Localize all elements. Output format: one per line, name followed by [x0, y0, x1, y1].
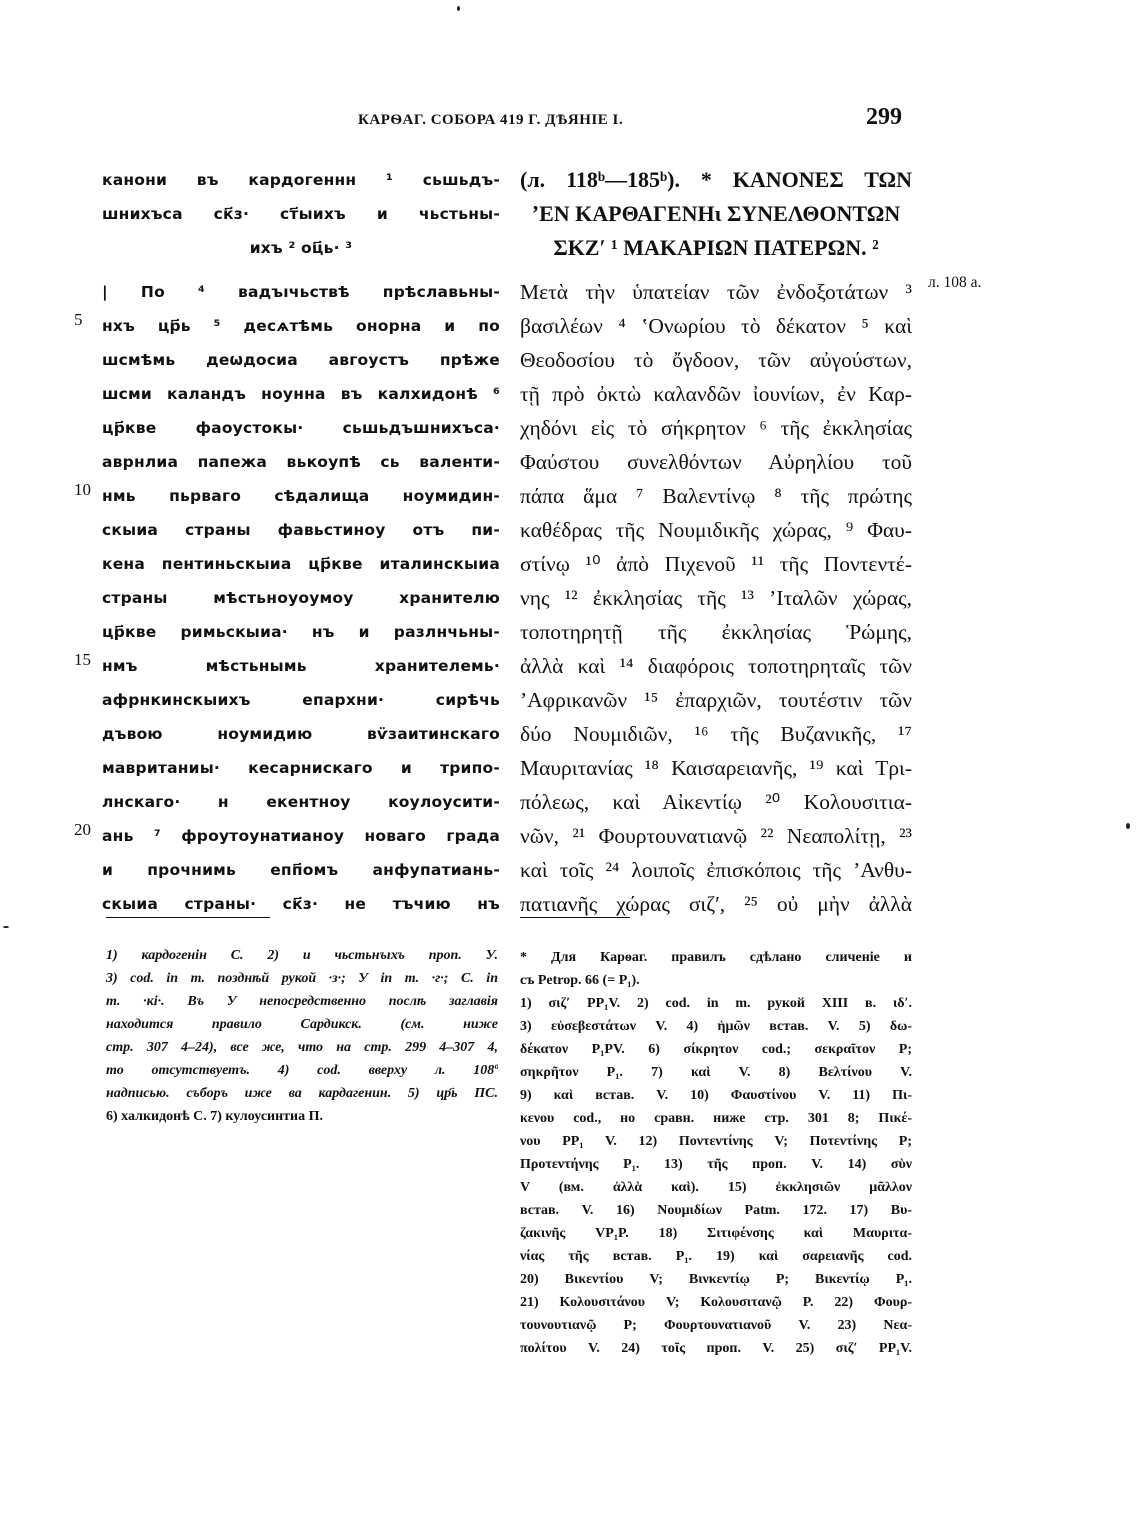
footnote-line: 9) καὶ встав. V. 10) Φαυστίνου V. 11) Πι- — [520, 1088, 912, 1103]
slavonic-body-line: афрнкинскыихъ епархни· сирѣчь — [102, 691, 500, 709]
greek-body-line: βασιλέων ⁴ ʽΟνωρίου τὸ δέκατον ⁵ καὶ — [520, 314, 912, 338]
footnote-rule — [106, 917, 270, 918]
footnote-line: находится правило Сардикск. (см. ниже — [106, 1017, 498, 1032]
greek-body-line: ʼΑφρικανῶν ¹⁵ ἐπαρχιῶν, τουτέστιν τῶν — [520, 688, 912, 712]
greek-body-line: Φαύστου συνελθόντων Αὐρηλίου τοῦ — [520, 450, 912, 474]
greek-title-line: ʼΕΝ ΚΑΡΘΑΓΕΝΗι ΣΥΝΕΛΘΟΝΤΩΝ — [531, 201, 901, 226]
greek-body-line: νης ¹² ἐκκλησίας τῆς ¹³ ʼΙταλῶν χώρας, — [520, 586, 912, 610]
slavonic-body-line: страны мѣстьноуоумоу хранителю — [102, 589, 500, 607]
slavonic-body-line: шсми каландъ ноунна въ калхидонѣ ⁶ — [102, 385, 500, 403]
slavonic-body-line: скыиа страны· ск҃з· не тъчию нъ — [102, 895, 500, 913]
line-number: 10 — [74, 480, 91, 499]
greek-body-line: Μαυριτανίας ¹⁸ Καισαρειανῆς, ¹⁹ καὶ Τρι- — [520, 756, 912, 780]
greek-body-line: στίνῳ ¹⁰ ἀπὸ Πιχενοῦ ¹¹ τῆς Ποντεντέ- — [520, 552, 912, 576]
footnote-line: 1) σιζʹ PP₁V. 2) cod. in m. рукой XIII в. ιδʹ. — [520, 996, 912, 1011]
folio-margin-note: л. 108 а. — [928, 274, 982, 291]
slavonic-title-line: ихъ ² оц҃ь· ³ — [249, 239, 353, 257]
footnote-line: надписью. съборъ иже ва кардагенин. 5) цр҃ь ПС. — [106, 1086, 498, 1101]
footnote-line: 6) халкидонѣ C. 7) кулоусинтиа П. — [106, 1109, 323, 1124]
footnote-line: σηκρῆτον P₁. 7) καὶ V. 8) Βελτίνου V. — [520, 1065, 912, 1080]
slavonic-body-line: | По ⁴ вадъıчьствѣ прѣславьны- — [102, 283, 500, 301]
footnote-line: τουνουτιανῷ P; Φουρτουνατιανοῦ V. 23) Νεα- — [520, 1318, 912, 1333]
scan-speck — [1126, 823, 1130, 829]
line-number: 20 — [74, 820, 91, 839]
footnote-line: V (вм. ἀλλὰ καὶ). 15) ἐκκλησιῶν μᾶλλον — [520, 1180, 912, 1195]
greek-body-line: Μετὰ τὴν ὑπατείαν τῶν ἐνδοξοτάτων ³ — [520, 280, 912, 304]
footnote-line: встав. V. 16) Νουμιδίων Patm. 172. 17) Βυ- — [520, 1203, 912, 1218]
footnote-line: то отсутствуетъ. 4) cod. вверху л. 108ª — [106, 1063, 498, 1078]
greek-body-line: καθέδρας τῆς Νουμιδικῆς χώρας, ⁹ Φαυ- — [520, 518, 912, 542]
footnote-line: πολίτου V. 24) τοῖς проп. V. 25) σιζʹ PP₁V. — [520, 1341, 912, 1356]
page-number: 299 — [866, 104, 902, 130]
line-number: 5 — [74, 310, 83, 329]
greek-body-line: Θεοδοσίου τὸ ὄγδοον, τῶν αὐγούστων, — [520, 348, 912, 372]
slavonic-column — [102, 163, 500, 921]
greek-column — [520, 163, 912, 921]
slavonic-title-line: канони въ кардогеннн ¹ сьшьдъ- — [102, 171, 500, 189]
footnote-line: 1) кардогенін C. 2) и чьстьнъıхъ проп. У. — [106, 948, 498, 963]
slavonic-body-line: лнскаго· н екентноу коулоусити- — [102, 793, 500, 811]
slavonic-title-line: шнихъса ск҃з· ст҃ыихъ и чьстьны- — [102, 205, 500, 223]
slavonic-body-line: нмъ мѣстьнымь хранителемь· — [102, 657, 500, 675]
slavonic-body-line: мавританиы· кесарнискаго и трипо- — [102, 759, 500, 777]
greek-body-line: τῇ πρὸ ὀκτὼ καλανδῶν ἰουνίων, ἐν Καρ- — [520, 382, 912, 406]
slavonic-body-line: ань ⁷ фроутоунатианоу новаго града — [102, 827, 500, 845]
greek-body-line: καὶ τοῖς ²⁴ λοιποῖς ἐπισκόποις τῆς ʼΑνθυ- — [520, 858, 912, 882]
slavonic-body-line: цр҃кве римьскыиа· нъ и разлнчьны- — [102, 623, 500, 641]
footnote-rule — [520, 917, 630, 918]
greek-body-line: πατιανῆς χώρας σιζʹ, ²⁵ οὐ μὴν ἀλλὰ — [520, 892, 912, 916]
slavonic-body-line: кена пентиньскыиа цр҃кве италинскыиа — [102, 555, 500, 573]
scan-speck — [457, 6, 460, 11]
greek-body-line: ἀλλὰ καὶ ¹⁴ διαφόροις τοποτηρηταῖς τῶν — [520, 654, 912, 678]
greek-footnotes — [520, 946, 912, 1360]
greek-body-line: πόλεως, καὶ Αἰκεντίῳ ²⁰ Κολουσιτια- — [520, 790, 912, 814]
slavonic-body-line: дъвою ноумидию вѵ̈заитинскаго — [102, 725, 500, 743]
greek-title-line: ΣΚΖʹ ¹ ΜΑΚΑΡΙΩΝ ΠΑΤΕΡΩΝ. ² — [553, 235, 879, 260]
slavonic-body-line: нхъ цр҃ь ⁵ десѧтѣмь онорна и по — [102, 317, 500, 335]
footnote-line: 20) Βικεντίου V; Βινκεντίῳ P; Βικεντίῳ P₁. — [520, 1272, 912, 1287]
footnote-line: 3) cod. in m. позднѣй рукой ·з·; У in m. ·г·; C. in — [106, 971, 498, 986]
footnote-line: νου PP₁ V. 12) Ποντεντίνης V; Ποτεντίνης P; — [520, 1134, 912, 1149]
footnote-line: Προτεντήνης P₁. 13) τῆς проп. V. 14) σὺν — [520, 1157, 912, 1172]
slavonic-body-line: скыиа страны фавьстиноу отъ пи- — [102, 521, 500, 539]
footnote-line: κενου cod., но сравн. ниже стр. 301 8; Πικέ- — [520, 1111, 912, 1126]
footnote-line: стр. 307 4–24), все же, что на стр. 299 4–307 4, — [106, 1040, 498, 1055]
footnote-line: 21) Κολουσιτάνου V; Κολουσιτανῷ P. 22) Φουρ- — [520, 1295, 912, 1310]
greek-body-line: πάπα ἅμα ⁷ Βαλεντίνῳ ⁸ τῆς πρώτης — [520, 484, 912, 508]
footnote-line: m. ·кі·. Въ У непосредственно послѣ заглавія — [106, 994, 498, 1009]
greek-body-line: χηδόνι εἰς τὸ σήκρητον ⁶ τῆς ἐκκλησίας — [520, 416, 912, 440]
footnote-line: νίας τῆς встав. P₁. 19) καὶ σαρειανῆς cod. — [520, 1249, 912, 1264]
greek-body-line: τοποτηρητῇ τῆς ἐκκλησίας Ῥώμης, — [520, 620, 912, 644]
greek-body-line: δύο Νουμιδιῶν, ¹⁶ τῆς Βυζανικῆς, ¹⁷ — [520, 722, 912, 746]
slavonic-body-line: аврнлиа папежа вькоупѣ сь валенти- — [102, 453, 500, 471]
line-number: 15 — [74, 650, 91, 669]
footnote-line: 3) εὐσεβεστάτων V. 4) ἡμῶν встав. V. 5) δω- — [520, 1019, 912, 1034]
greek-title-line: (л. 118ᵇ—185ᵇ). * ΚΑΝΟΝΕΣ ΤΩΝ — [520, 167, 912, 192]
slavonic-body-line: нмь пьрваго сѣдалища ноумидин- — [102, 487, 500, 505]
footnote-line: ζακινῆς VP₁P. 18) Σιτιφένσης καὶ Μαυριτα- — [520, 1226, 912, 1241]
slavonic-body-line: цр҃кве фаоустокы· сьшьдъшнихъса· — [102, 419, 500, 437]
slavonic-footnotes — [106, 944, 498, 1128]
scan-speck — [3, 926, 9, 928]
footnote-line: δέκατον P₁PV. 6) σίκρητον cod.; σεκραῖτον P; — [520, 1042, 912, 1057]
slavonic-body-line: и прочнимь епп҃омъ анфупатиань- — [102, 861, 500, 879]
slavonic-body-line: шсмѣмь деωдосиа авгоустъ прѣже — [102, 351, 500, 369]
footnote-line: съ Petrop. 66 (= P₁). — [520, 973, 640, 988]
footnote-line: * Для Карѳаг. правилъ сдѣлано сличеніе и — [520, 950, 912, 965]
running-head: КАРѲАГ. СОБОРА 419 Г. ДѢЯНІЕ I. — [358, 112, 624, 128]
greek-body-line: νῶν, ²¹ Φουρτουνατιανῷ ²² Νεαπολίτῃ, ²³ — [520, 824, 912, 848]
